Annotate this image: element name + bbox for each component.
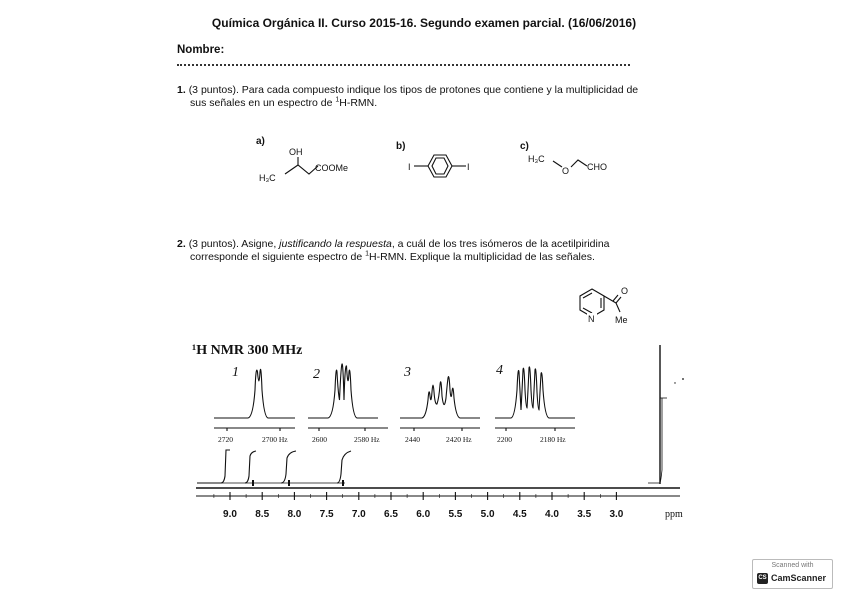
- camscanner-name: CamScanner: [771, 573, 827, 583]
- integral-step-3: [281, 451, 296, 483]
- inset-1-label: 1: [232, 365, 239, 380]
- inset-3: [400, 365, 480, 444]
- axis-tick-label: 5.5: [448, 509, 463, 520]
- question-2-line1-post: , a cuál de los tres isómeros de la acetilpiridina: [391, 238, 610, 250]
- inset-1-peaks: [214, 369, 295, 418]
- axis-labels: [223, 509, 624, 520]
- axis-tick-label: 6.0: [416, 509, 431, 520]
- part-a-label: a): [256, 136, 265, 147]
- speck-1: [682, 378, 684, 380]
- structure-b-iodine-left: I: [408, 162, 411, 172]
- question-2-sup: 1: [365, 250, 370, 258]
- page-title: Química Orgánica II. Curso 2015-16. Segundo examen parcial. (16/06/2016): [211, 16, 637, 30]
- question-2-line2-pre: corresponde el siguiente espectro de: [190, 251, 366, 263]
- integral-step-4: [337, 451, 351, 483]
- inset-4-label: 4: [496, 363, 503, 378]
- axis-tick-label: 7.0: [351, 509, 366, 520]
- structure-c-oxygen: O: [562, 166, 570, 176]
- structure-a: [259, 147, 348, 183]
- axis-tick-label: 8.0: [287, 509, 302, 520]
- structure-b-inner-ring: [432, 158, 448, 174]
- axis-unit-label: ppm: [665, 509, 683, 520]
- integral-step-1: [197, 450, 230, 483]
- structure-b: [408, 155, 470, 177]
- inset-1-tick-label-1: 2720: [218, 435, 233, 444]
- acetylpyridine-carbonyl-1: [616, 297, 621, 303]
- structure-b-iodine-right: I: [467, 162, 470, 172]
- question-1-line2-pre: sus señales en un espectro de: [190, 97, 336, 109]
- part-c-label: c): [520, 141, 529, 152]
- structure-c-cho: CHO: [587, 162, 607, 172]
- question-2-line2-post: H-RMN. Explique la multiplicidad de las señales.: [369, 251, 595, 263]
- acetylpyridine-structure: [580, 286, 628, 325]
- integral-step-2: [245, 451, 256, 483]
- question-1-line2-post: H-RMN.: [339, 97, 378, 109]
- inset-2-tick-label-1: 2600: [312, 435, 327, 444]
- inset-3-tick-label-1: 2440: [405, 435, 420, 444]
- inset-2-label: 2: [313, 367, 320, 382]
- inset-1-tick-label-2: 2700 Hz: [262, 435, 288, 444]
- structure-c: [528, 154, 607, 176]
- structure-c-h3c: H₃C: [528, 154, 545, 164]
- acetylpyridine-nitrogen: N: [588, 314, 595, 324]
- acetylpyridine-oxygen: O: [621, 286, 629, 296]
- inset-1: [214, 365, 295, 444]
- structure-a-coome: COOMe: [315, 163, 349, 173]
- camscanner-watermark: [752, 559, 833, 589]
- question-2-emphasis: justificando la respuesta: [279, 238, 392, 250]
- structure-c-bonds: [553, 160, 587, 167]
- question-2-number: 2.: [177, 238, 186, 250]
- question-1-number: 1.: [177, 84, 186, 96]
- structure-a-oh: OH: [289, 147, 303, 157]
- acetylpyridine-carbonyl-2: [613, 295, 618, 301]
- structure-a-h3c: H₃C: [259, 173, 276, 183]
- inset-2: [308, 364, 388, 444]
- acetylpyridine-methyl: Me: [615, 315, 628, 325]
- axis-tick-label: 3.0: [609, 509, 624, 520]
- axis-tick-label: 7.5: [319, 509, 334, 520]
- axis-tick-label: 4.5: [512, 509, 527, 520]
- inset-3-tick-label-2: 2420 Hz: [446, 435, 472, 444]
- inset-4-tick-label-1: 2200: [497, 435, 512, 444]
- axis-tick-label: 5.0: [480, 509, 495, 520]
- camscanner-scanned-with: Scanned with: [771, 562, 814, 569]
- name-label: Nombre:: [177, 44, 225, 56]
- question-1-sup: 1: [335, 96, 340, 104]
- spectrum-title: ¹H NMR 300 MHz: [192, 343, 303, 358]
- axis-tick-label: 8.5: [255, 509, 270, 520]
- inset-4-tick-label-2: 2180 Hz: [540, 435, 566, 444]
- camscanner-logo: CS: [757, 573, 768, 584]
- nmr-spectrum: [192, 343, 684, 520]
- speck-2: [674, 382, 675, 383]
- question-2-line1-pre: (3 puntos). Asigne,: [188, 238, 280, 250]
- axis-tick-label: 4.0: [545, 509, 559, 520]
- inset-3-label: 3: [404, 365, 411, 380]
- question-1-line1: (3 puntos). Para cada compuesto indique los tipos de protones que contiene y la multiplicidad de: [188, 84, 639, 96]
- acetylpyridine-methyl-bond: [616, 303, 620, 312]
- structure-a-bonds: [285, 165, 318, 174]
- axis-tick-label: 6.5: [384, 509, 398, 520]
- inset-3-peaks: [400, 377, 480, 419]
- axis-tick-label: 3.5: [577, 509, 592, 520]
- inset-2-tick-label-2: 2580 Hz: [354, 435, 380, 444]
- part-b-label: b): [396, 141, 406, 152]
- inset-4-peaks: [495, 367, 575, 418]
- axis-tick-label: 9.0: [223, 509, 237, 520]
- inset-4: [495, 363, 575, 444]
